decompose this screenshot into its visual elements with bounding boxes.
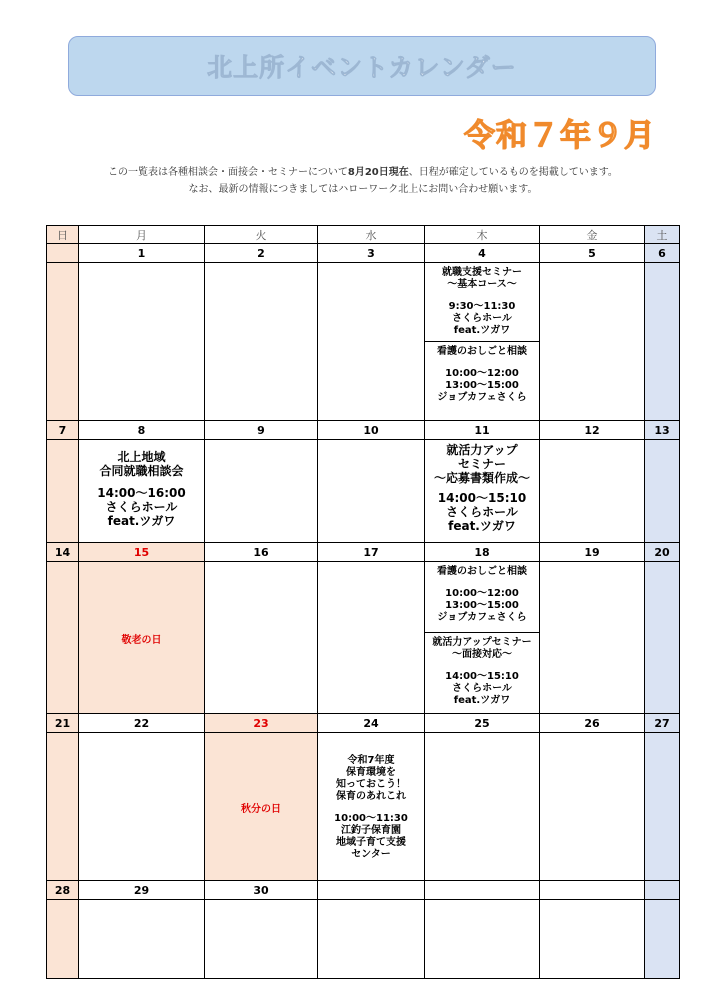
- day-cell: [425, 733, 540, 881]
- event-venue: さくらホール: [452, 313, 512, 324]
- title-banner: [68, 36, 656, 96]
- event-venue: ジョブカフェさくら: [437, 392, 527, 403]
- event-interview-seminar: [425, 632, 539, 709]
- day-cell: [47, 900, 79, 979]
- event-time: 9:30～11:30: [448, 301, 516, 312]
- month-title: 令和７年９月: [464, 118, 656, 154]
- event-childcare-info: [318, 751, 424, 863]
- event-time: 10:00～11:30: [334, 812, 408, 824]
- day-cell: [47, 440, 79, 543]
- day-cell: [540, 440, 645, 543]
- date-cell: 26: [540, 714, 645, 733]
- week-5-events: [47, 900, 680, 979]
- date-cell: [425, 881, 540, 900]
- date-cell: 3: [318, 244, 425, 263]
- day-cell-sep8: [79, 440, 205, 543]
- date-cell: 19: [540, 543, 645, 562]
- day-cell: [47, 562, 79, 714]
- event-subtitle: ～応募書類作成～: [433, 471, 530, 485]
- date-cell: 20: [645, 543, 680, 562]
- weekday-sat: 土: [645, 226, 680, 244]
- day-cell: [540, 263, 645, 421]
- event-joint-job-fair: [79, 440, 204, 530]
- event-time: 13:00～15:00: [445, 600, 519, 611]
- date-cell: 13: [645, 421, 680, 440]
- notice-text: 、日程が確定しているものを掲載しています。: [408, 167, 618, 178]
- notice-line-2: なお、最新の情報につきましてはハローワーク北上にお問い合わせ願います。: [188, 184, 538, 195]
- date-cell: 7: [47, 421, 79, 440]
- weekday-tue: 火: [205, 226, 318, 244]
- week-1-dates: [47, 244, 680, 263]
- week-5-dates: [47, 881, 680, 900]
- event-feat: feat.ツガワ: [453, 325, 511, 336]
- event-venue: さくらホール: [452, 683, 512, 694]
- event-title: 就職支援セミナー: [442, 267, 522, 278]
- day-cell: [205, 263, 318, 421]
- weekday-fri: 金: [540, 226, 645, 244]
- event-title: 北上地域: [117, 450, 166, 464]
- day-cell-sep18: [425, 562, 540, 714]
- day-cell: [425, 900, 540, 979]
- day-cell: [318, 263, 425, 421]
- event-venue: さくらホール: [105, 500, 178, 514]
- week-4-dates: [47, 714, 680, 733]
- day-cell: [645, 733, 680, 881]
- date-cell: [47, 244, 79, 263]
- event-title: 就活力アップセミナー: [432, 637, 532, 648]
- week-2-events: [47, 440, 680, 543]
- weekday-header: [47, 226, 680, 244]
- week-1-events: [47, 263, 680, 421]
- event-title: 看護のおしごと相談: [437, 566, 527, 577]
- page-title: 北上所イベントカレンダー: [207, 53, 517, 82]
- date-cell: 29: [79, 881, 205, 900]
- day-cell: [205, 440, 318, 543]
- event-venue: 江釣子保育園: [341, 824, 401, 836]
- day-cell-sep15: [79, 562, 205, 714]
- week-3-events: [47, 562, 680, 714]
- day-cell-sep24: [318, 733, 425, 881]
- day-cell: [47, 263, 79, 421]
- date-cell: 18: [425, 543, 540, 562]
- date-cell: 10: [318, 421, 425, 440]
- week-2-dates: [47, 421, 680, 440]
- day-cell-sep4: [425, 263, 540, 421]
- date-cell: 8: [79, 421, 205, 440]
- date-cell: 4: [425, 244, 540, 263]
- day-cell: [205, 562, 318, 714]
- week-4-events: [47, 733, 680, 881]
- event-title: 合同就職相談会: [99, 464, 184, 478]
- event-nursing-consultation: [425, 341, 539, 406]
- day-cell-sep23: [205, 733, 318, 881]
- event-venue: さくらホール: [446, 505, 518, 519]
- event-venue: 地域子育て支援: [336, 836, 406, 848]
- day-cell: [79, 900, 205, 979]
- day-cell: [79, 263, 205, 421]
- event-feat: feat.ツガワ: [453, 695, 511, 706]
- notice-line-1: [0, 163, 726, 178]
- day-cell: [645, 562, 680, 714]
- holiday-label: 敬老の日: [121, 635, 162, 646]
- date-cell: [318, 881, 425, 900]
- date-cell: 21: [47, 714, 79, 733]
- event-time: 10:00～12:00: [445, 368, 519, 379]
- date-cell: 11: [425, 421, 540, 440]
- event-time: 14:00～15:10: [445, 671, 519, 682]
- date-cell: 1: [79, 244, 205, 263]
- event-subtitle: ～面接対応～: [452, 649, 512, 660]
- event-time: 14:00～15:10: [437, 491, 527, 505]
- event-time: 10:00～12:00: [445, 588, 519, 599]
- event-feat: feat.ツガワ: [107, 514, 176, 528]
- day-cell: [79, 733, 205, 881]
- date-cell: 24: [318, 714, 425, 733]
- event-venue: ジョブカフェさくら: [437, 612, 527, 623]
- event-feat: feat.ツガワ: [448, 519, 516, 533]
- day-cell: [645, 900, 680, 979]
- date-cell: 17: [318, 543, 425, 562]
- date-cell: 25: [425, 714, 540, 733]
- event-title: セミナー: [457, 457, 506, 471]
- day-cell: [205, 900, 318, 979]
- date-cell: 14: [47, 543, 79, 562]
- event-title: 就活力アップ: [446, 443, 518, 457]
- date-cell: 6: [645, 244, 680, 263]
- event-title: 保育のあれこれ: [336, 790, 406, 802]
- event-title: 令和7年度: [347, 754, 395, 766]
- event-job-skills-seminar: [425, 440, 539, 535]
- event-title: 看護のおしごと相談: [437, 346, 527, 357]
- notice-date: 8月20日現在: [347, 167, 409, 178]
- day-cell: [540, 562, 645, 714]
- day-cell: [47, 733, 79, 881]
- date-cell: [540, 881, 645, 900]
- day-cell: [318, 562, 425, 714]
- date-cell: 9: [205, 421, 318, 440]
- date-cell: 30: [205, 881, 318, 900]
- date-cell: 12: [540, 421, 645, 440]
- day-cell: [318, 900, 425, 979]
- event-calendar: [46, 225, 680, 979]
- weekday-wed: 水: [318, 226, 425, 244]
- notice-text: この一覧表は各種相談会・面接会・セミナーについて: [108, 167, 348, 178]
- day-cell: [318, 440, 425, 543]
- day-cell: [645, 263, 680, 421]
- date-cell-holiday: 23: [205, 714, 318, 733]
- event-time: 13:00～15:00: [445, 380, 519, 391]
- date-cell: 28: [47, 881, 79, 900]
- day-cell: [540, 900, 645, 979]
- event-job-seminar-basic: [425, 263, 539, 341]
- day-cell: [645, 440, 680, 543]
- date-cell: 16: [205, 543, 318, 562]
- day-cell: [540, 733, 645, 881]
- date-cell: 2: [205, 244, 318, 263]
- date-cell-holiday: 15: [79, 543, 205, 562]
- week-3-dates: [47, 543, 680, 562]
- event-title: 保育環境を: [346, 766, 396, 778]
- event-venue: センター: [351, 848, 391, 860]
- event-nursing-consultation: [425, 562, 539, 632]
- date-cell: 27: [645, 714, 680, 733]
- holiday-label: 秋分の日: [241, 804, 281, 815]
- event-time: 14:00～16:00: [97, 486, 186, 500]
- event-subtitle: ～基本コース～: [447, 279, 517, 290]
- weekday-mon: 月: [79, 226, 205, 244]
- day-cell-sep11: [425, 440, 540, 543]
- weekday-sun: 日: [47, 226, 79, 244]
- date-cell: [645, 881, 680, 900]
- date-cell: 5: [540, 244, 645, 263]
- date-cell: 22: [79, 714, 205, 733]
- weekday-thu: 木: [425, 226, 540, 244]
- event-title: 知っておこう！: [336, 778, 406, 790]
